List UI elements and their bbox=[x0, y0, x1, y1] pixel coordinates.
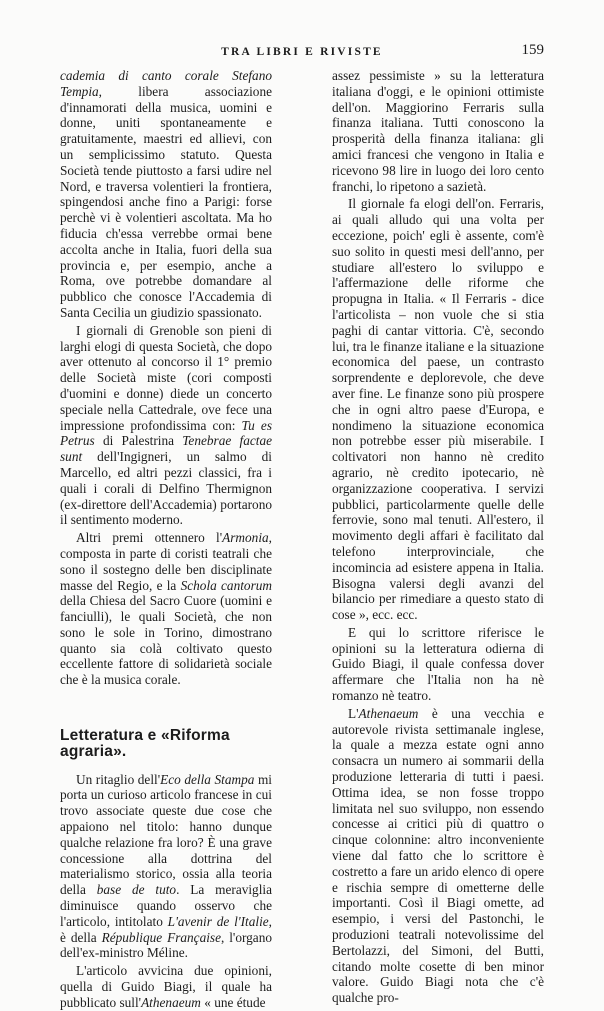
left-column-body-after-heading bbox=[60, 772, 272, 1011]
italic-text: Tenebrae factae sunt bbox=[60, 433, 272, 465]
italic-text: Armonia bbox=[222, 530, 269, 546]
italic-text: Tu es Petrus bbox=[60, 417, 272, 449]
paragraph: Il giornale fa elogi dell'on. Ferraris, ai quali alludo qui una volta per eccezione, poich' egli è assente, com'è suo solito in questi mesi dell'anno, per studiare all'estero lo sviluppo e l'affermazione delle riforme che propugna in Italia. « Il Ferraris - dice l'articolista – non vuole che si stia paghi di cantar vittoria. C'è, secondo lui, tra le finanze italiane e la situazione economica del paese, un contrasto sorprendente e deplorevole, che deve aver fine. Le finanze sono più prospere che in ogni altro paese d'Europa, e nondimeno la situazione economica non potrebbe esser più miserabile. I coltivatori non hanno nè credito agrario, nè credito ipotecario, nè organizzazione cooperativa. I servizi pubblici, particolarmente quelle delle ferrovie, sono mal tenuti. All'estero, il movimento degli affari è facilitato dal telefono interprovinciale, che incomincia ad esistere appena in Italia. Bisogna valersi degli avanzi del bilancio per rimediare a questo stato di cose », ecc. ecc. bbox=[332, 196, 544, 623]
paragraph: L'Athenaeum è una vecchia e autorevole rivista settimanale inglese, la quale a mezza estate ogni anno consacra un numero ai sommarii della produzione letteraria di tutti i paesi. Ottima idea, se non fosse troppo limitata nel suo sviluppo, non essendo concesse ai critici più di quattro o cinque colonnine: altro inconveniente viene dal fatto che lo scrittore è costretto a fare un arido elenco di opere e rischia sempre di ometterne delle importanti. Così il Biagi omette, ad esempio, i versi del Pastonchi, le produzioni teatrali notevolissime del Bertolazzi, del Simoni, del Butti, citando molte cosette di ben minor valore. Guido Biagi nota che c'è qualche pro- bbox=[332, 705, 544, 1006]
page-header bbox=[60, 42, 544, 62]
paragraph: L'articolo avvicina due opinioni, quella di Guido Biagi, il quale ha pubblicato sull'Athenaeum « une étude bbox=[60, 963, 272, 1010]
paragraph: E qui lo scrittore riferisce le opinioni su la letteratura odierna di Guido Biagi, il quale confessa dover affermare che l'Italia non ha nè romanzo nè teatro. bbox=[332, 624, 544, 704]
left-column-body bbox=[60, 68, 272, 688]
right-column-body bbox=[332, 68, 544, 1006]
italic-text: Schola cantorum bbox=[180, 577, 273, 593]
paragraph: Altri premi ottennero l'Armonia, composta in parte di coristi teatrali che sono il sostegno delle ben disciplinate masse del Regio, e la Schola cantorum della Chiesa del Sacro Cuore (uomini e fanciulli), le quali Società, che non sono le sole in Torino, dimostrano quanto sia colà coltivato questo eccellente fattore di solidarietà sociale che è la musica corale. bbox=[60, 530, 273, 688]
italic-text: Athenaeum bbox=[358, 705, 419, 721]
italic-text: Athenaeum bbox=[141, 994, 201, 1010]
left-column bbox=[60, 68, 272, 1011]
right-column bbox=[332, 68, 544, 1006]
italic-text: cademia di canto corale Stefano Tempia bbox=[60, 68, 272, 99]
paragraph: assez pessimiste » su la letteratura italiana d'oggi, e le opinioni ottimiste dell'on. Maggiorino Ferraris sulla finanza italiana. Tutti conoscono la prosperità della finanza italiana: gli amici francesi che vengono in Italia e ricevono 98 lire in luogo dei loro cento franchi, lo ripetono a sazietà. bbox=[332, 68, 544, 194]
italic-text: base de tuto bbox=[96, 882, 177, 898]
running-head: TRA LIBRI E RIVISTE bbox=[221, 46, 383, 58]
page-number: 159 bbox=[521, 42, 544, 58]
italic-text: L'avenir de l'Italie bbox=[167, 913, 269, 929]
italic-text: Eco della Stampa bbox=[160, 771, 255, 787]
paragraph: cademia di canto corale Stefano Tempia, libera associazione d'innamorati della musica, uomini e donne, uniti spontaneamente e gratuitamente, maestri ed allievi, con un semplicissimo statuto. Questa Società tende piuttosto a farsi udire nel Nord, e traversa volentieri la frontiera, spingendosi anche fino a Parigi: forse perchè vi è volentieri ascoltata. Ma ho fiducia ch'essa verrebbe ormai bene accolta anche in Italia, fuori della sua provincia e, per esempio, anche a Roma, ove potrebbe domandare al pubblico che conosce l'Accademia di Santa Cecilia un giudizio spassionato. bbox=[60, 68, 272, 320]
paragraph: Un ritaglio dell'Eco della Stampa mi porta un curioso articolo francese in cui trovo associate queste due cose che appaiono nel titolo: hanno dunque qualche relazione fra loro? È una grave concessione alla dottrina del materialismo storico, ossia alla teoria della base de tuto. La meraviglia diminuisce quando osservo che l'articolo, intitolato L'avenir de l'Italie, è della République Française, l'organo dell'ex-ministro Méline. bbox=[60, 771, 272, 961]
paragraph: I giornali di Grenoble son pieni di larghi elogi di questa Società, che dopo aver ottenuto al concorso il 1° premio delle Società miste (cori composti d'uomini e donne) diede un concerto speciale nella Cattedrale, ove fece una impressione profondissima con: Tu es Petrus di Palestrina Tenebrae factae sunt dell'Ingigneri, un salmo di Marcello, ed altri pezzi classici, fra i quali i corali di Delfino Thermignon (ex-direttore dell'Accademia) portarono il sentimento moderno. bbox=[60, 322, 272, 528]
section-heading: Letteratura e «Riforma agraria». bbox=[60, 727, 230, 760]
italic-text: République Française bbox=[101, 929, 221, 945]
